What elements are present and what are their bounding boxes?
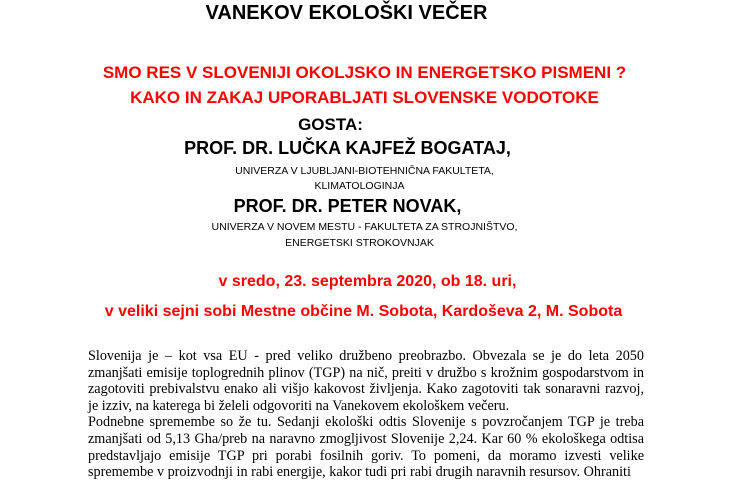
guest-2-affiliation-line-1: UNIVERZA V NOVEM MESTU - FAKULTETA ZA STROJNIŠTVO,: [211, 221, 518, 233]
paragraph-2: Podnebne spremembe so že tu. Sedanji ekološki odtis Slovenije s povzročanjem TGP je treba zmanjšati od 5,13 Gha/preb na naravno zmogljivost Slovenije 2,24. Kar 60 % ekološkega odtisa predstavljajo emisije TGP pri porabi fosilnih goriv. To pomeni, da moramo izvesti velike spremembe v proizvodnji in rabi energije, kakor tudi pri rabi drugih naravnih resursov. Ohraniti: [88, 414, 644, 481]
document-title: VANEKOV EKOLOŠKI VEČER: [205, 2, 488, 24]
paragraph-1: Slovenija je – kot vsa EU - pred veliko družbeno preobrazbo. Obvezala se je do leta 2050 zmanjšati emisije toplogrednih plinov (TGP) na nič, preiti v družbo s krožnim gospodarstvom in zagotoviti prebivalstvu enako ali višjo kakovost življenja. Kako zagotoviti tak sonaravni razvoj, je izziv, na katerega bi želeli odgovoriti na Vanekovem ekološkem večeru.: [88, 348, 644, 414]
guest-2-affiliation-line-2: ENERGETSKI STROKOVNJAK: [285, 237, 434, 249]
body-text: [88, 348, 644, 481]
event-date-time: v sredo, 23. septembra 2020, ob 18. uri,: [218, 273, 517, 290]
guests-label: GOSTA:: [298, 115, 363, 134]
document-subtitle-line-1: SMO RES V SLOVENIJI OKOLJSKO IN ENERGETSKO PISMENI ?: [102, 63, 627, 82]
guest-1-affiliation-line-1: UNIVERZA V LJUBLJANI-BIOTEHNIČNA FAKULTETA,: [235, 165, 494, 177]
guest-2-name: PROF. DR. PETER NOVAK,: [233, 196, 462, 216]
guest-1-name: PROF. DR. LUČKA KAJFEŽ BOGATAJ,: [184, 138, 511, 158]
event-location: v veliki sejni sobi Mestne občine M. Sobota, Kardoševa 2, M. Sobota: [104, 303, 623, 320]
guest-1-affiliation-line-2: KLIMATOLOGINJA: [314, 180, 405, 192]
document-subtitle-line-2: KAKO IN ZAKAJ UPORABLJATI SLOVENSKE VODOTOKE: [130, 88, 599, 107]
